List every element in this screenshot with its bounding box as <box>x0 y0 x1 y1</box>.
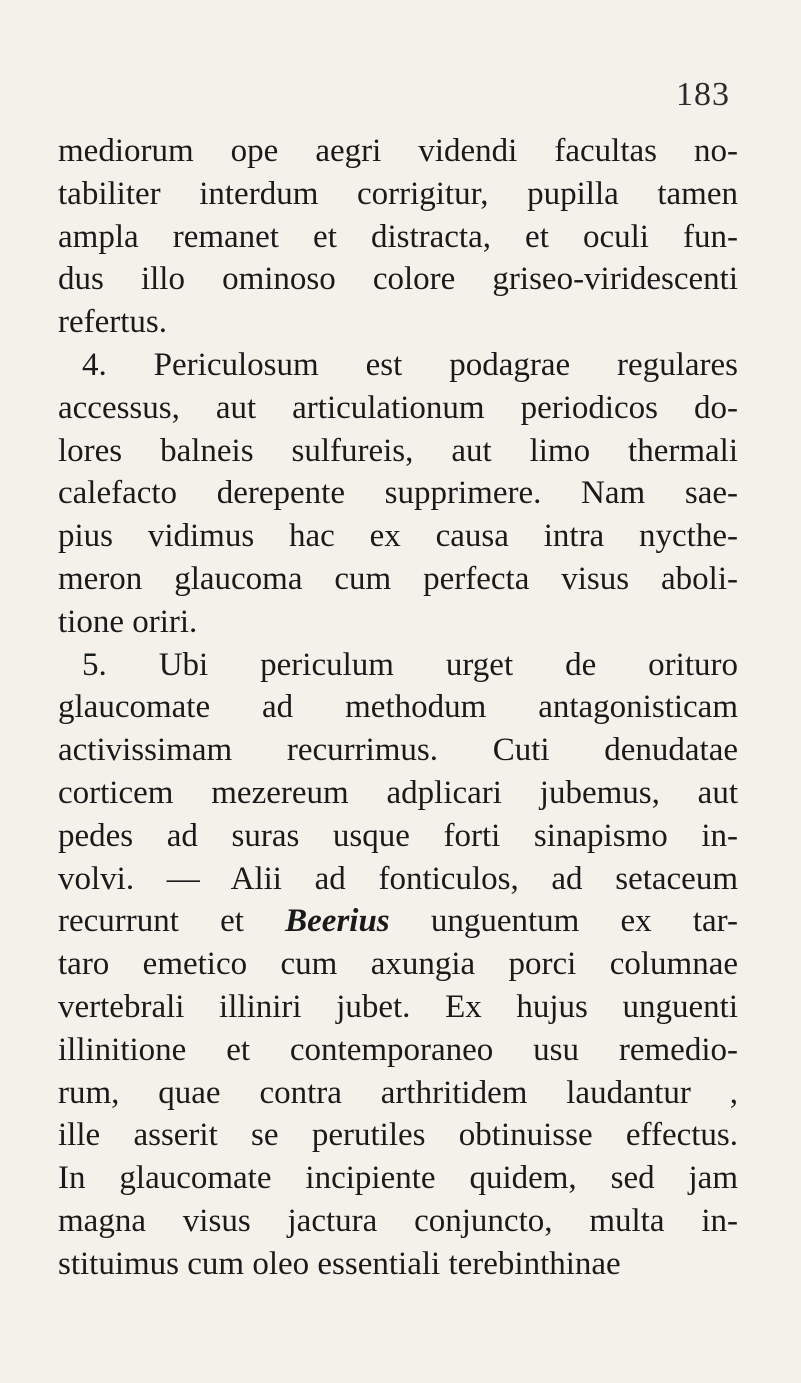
text-line: rum, quae contra arthritidem laudantur , <box>58 1074 738 1111</box>
text-line: pius vidimus hac ex causa intra nycthe- <box>58 518 738 555</box>
text-line: mediorum ope aegri videndi facultas no- <box>58 133 738 169</box>
page-number: 183 <box>676 76 730 113</box>
text-line: activissimam recurrimus. Cuti denudatae <box>58 732 738 769</box>
text-line: magna visus jactura conjuncto, multa in- <box>58 1202 738 1239</box>
paragraph-start-line: 4. Periculosum est podagrae regulares <box>82 346 738 383</box>
text-line: In glaucomate incipiente quidem, sed jam <box>58 1160 738 1197</box>
text-line: corticem mezereum adplicari jubemus, aut <box>58 774 738 811</box>
text-line: dus illo ominoso colore griseo-viridescenti <box>58 261 738 298</box>
text-line: glaucomate ad methodum antagonisticam <box>58 689 738 726</box>
text-line: tione oriri. <box>58 603 198 640</box>
text-line: meron glaucoma cum perfecta visus aboli- <box>58 560 738 597</box>
text-line: taro emetico cum axungia porci columnae <box>58 946 738 983</box>
text-line: accessus, aut articulationum periodicos do- <box>58 389 738 426</box>
author-name: Beerius <box>285 903 390 940</box>
paragraph-start-line: 5. Ubi periculum urget de orituro <box>82 646 738 683</box>
text-line: volvi. — Alii ad fonticulos, ad setaceum <box>58 860 738 897</box>
text-line: lores balneis sulfureis, aut limo thermali <box>58 432 738 469</box>
text-line: ampla remanet et distracta, et oculi fun- <box>58 218 738 255</box>
text-line: pedes ad suras usque forti sinapismo in- <box>58 817 738 854</box>
text-segment: unguentum ex tar- <box>389 903 739 940</box>
text-line: illinitione et contemporaneo usu remedio- <box>58 1031 738 1068</box>
text-line-with-name <box>58 900 738 943</box>
text-line: refertus. <box>58 304 168 341</box>
body-text <box>58 130 738 1286</box>
text-segment: recurrunt et <box>58 903 286 940</box>
text-line: calefacto derepente supprimere. Nam sae- <box>58 475 738 512</box>
text-line: stituimus cum oleo essentiali terebinthinae <box>58 1245 621 1282</box>
text-line: tabiliter interdum corrigitur, pupilla tamen <box>58 175 738 212</box>
text-line: ille asserit se perutiles obtinuisse effectus. <box>58 1117 738 1154</box>
text-line: vertebrali illiniri jubet. Ex hujus unguenti <box>58 988 738 1025</box>
